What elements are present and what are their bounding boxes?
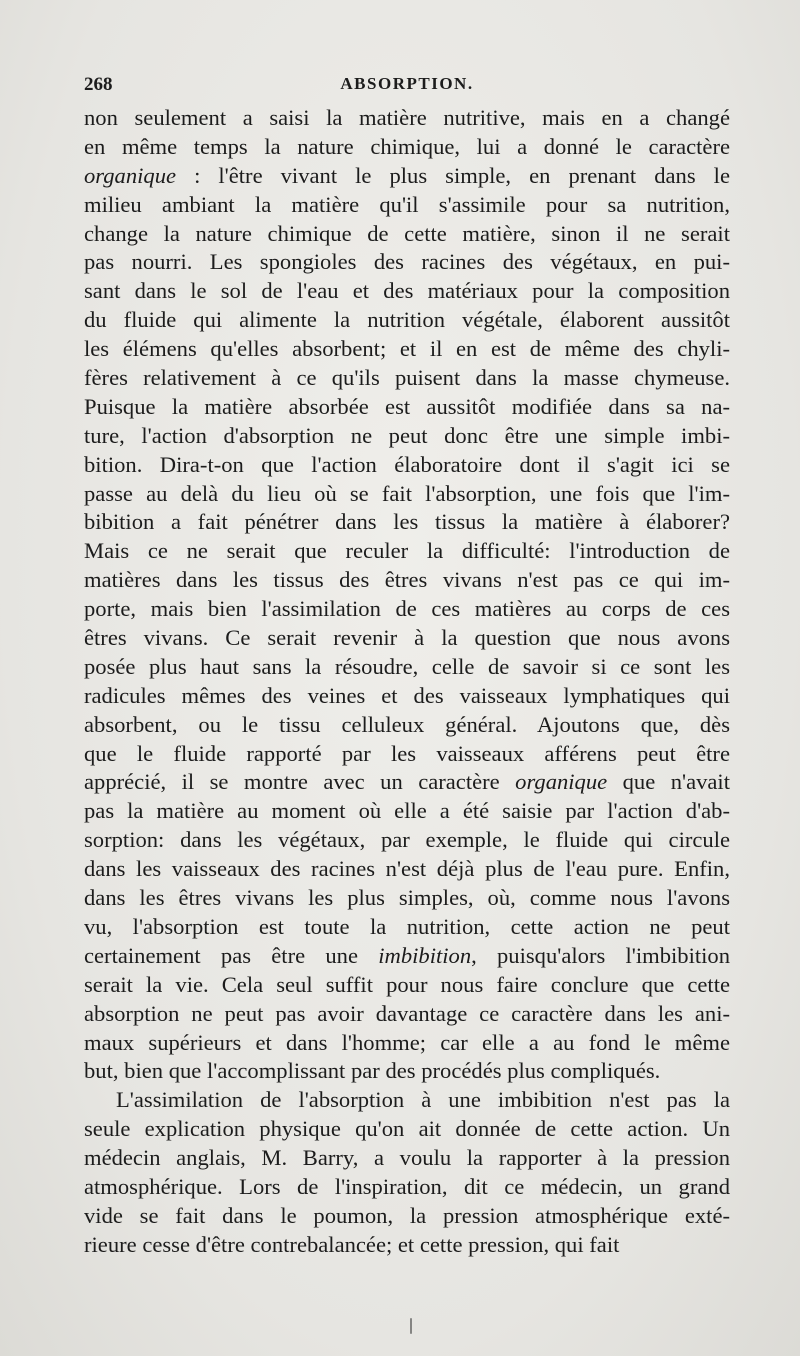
text-line: certainement pas être une imbibition, puisqu'alors l'imbibition	[84, 942, 730, 968]
text-line: radicules mêmes des veines et des vaisseaux lymphatiques qui	[84, 682, 730, 708]
text-line: ture, l'action d'absorption ne peut donc être une simple imbi-	[84, 422, 730, 448]
text-line: L'assimilation de l'absorption à une imbibition n'est pas la	[116, 1087, 730, 1113]
text-line: sorption: dans les végétaux, par exemple, le fluide qui circule	[84, 827, 730, 853]
text-line: du fluide qui alimente la nutrition végétale, élaborent aussitôt	[84, 307, 730, 333]
text-line: passe au delà du lieu où se fait l'absorption, une fois que l'im-	[84, 480, 730, 506]
text-line: milieu ambiant la matière qu'il s'assimile pour sa nutrition,	[84, 191, 730, 217]
body-text	[84, 104, 730, 1260]
text-line: dans les êtres vivans les plus simples, où, comme nous l'avons	[84, 885, 730, 911]
text-line: fères relativement à ce qu'ils puisent dans la masse chymeuse.	[84, 365, 730, 391]
text-line: maux supérieurs et dans l'homme; car elle a au fond le même	[84, 1029, 730, 1055]
text-line: les élémens qu'elles absorbent; et il en est de même des chyli-	[84, 336, 730, 362]
text-line: pas la matière au moment où elle a été saisie par l'action d'ab-	[84, 798, 730, 824]
text-line: que le fluide rapporté par les vaisseaux afférens peut être	[84, 740, 730, 766]
text-line: organique : l'être vivant le plus simple, en prenant dans le	[84, 162, 730, 188]
text-line: dans les vaisseaux des racines n'est déjà plus de l'eau pure. Enfin,	[84, 856, 730, 882]
text-line: porte, mais bien l'assimilation de ces matières au corps de ces	[84, 596, 730, 622]
text-line: but, bien que l'accomplissant par des procédés plus compliqués.	[84, 1058, 661, 1084]
page-number: 268	[84, 74, 113, 95]
text-line: atmosphérique. Lors de l'inspiration, dit ce médecin, un grand	[84, 1173, 730, 1199]
text-line: rieure cesse d'être contrebalancée; et cette pression, qui fait	[84, 1231, 620, 1257]
text-line: bition. Dira-t-on que l'action élaboratoire dont il s'agit ici se	[84, 451, 730, 477]
text-line: sant dans le sol de l'eau et des matériaux pour la composition	[84, 278, 730, 304]
text-line: en même temps la nature chimique, lui a donné le caractère	[84, 133, 730, 159]
ink-mark	[410, 1318, 412, 1334]
text-line: vu, l'absorption est toute la nutrition, cette action ne peut	[84, 913, 730, 939]
text-line: change la nature chimique de cette matière, sinon il ne serait	[84, 220, 730, 246]
text-line: médecin anglais, M. Barry, a voulu la rapporter à la pression	[84, 1145, 730, 1171]
text-line: êtres vivans. Ce serait revenir à la question que nous avons	[84, 625, 730, 651]
text-line: absorption ne peut pas avoir davantage ce caractère dans les ani-	[84, 1000, 730, 1026]
text-line: absorbent, ou le tissu celluleux général. Ajoutons que, dès	[84, 711, 730, 737]
running-title: ABSORPTION.	[340, 74, 474, 93]
text-line: serait la vie. Cela seul suffit pour nous faire conclure que cette	[84, 971, 730, 997]
text-line: bibition a fait pénétrer dans les tissus la matière à élaborer?	[84, 509, 730, 535]
running-head	[84, 74, 730, 100]
text-line: Mais ce ne serait que reculer la difficulté: l'introduction de	[84, 538, 730, 564]
text-line: posée plus haut sans la résoudre, celle de savoir si ce sont les	[84, 653, 730, 679]
text-line: matières dans les tissus des êtres vivans n'est pas ce qui im-	[84, 567, 730, 593]
text-line: pas nourri. Les spongioles des racines des végétaux, en pui-	[84, 249, 730, 275]
text-line: seule explication physique qu'on ait donnée de cette action. Un	[84, 1116, 730, 1142]
text-line: non seulement a saisi la matière nutritive, mais en a changé	[84, 105, 730, 130]
text-line: Puisque la matière absorbée est aussitôt modifiée dans sa na-	[84, 393, 730, 419]
text-line: apprécié, il se montre avec un caractère organique que n'avait	[84, 769, 730, 795]
text-line: vide se fait dans le poumon, la pression atmosphérique exté-	[84, 1202, 730, 1228]
